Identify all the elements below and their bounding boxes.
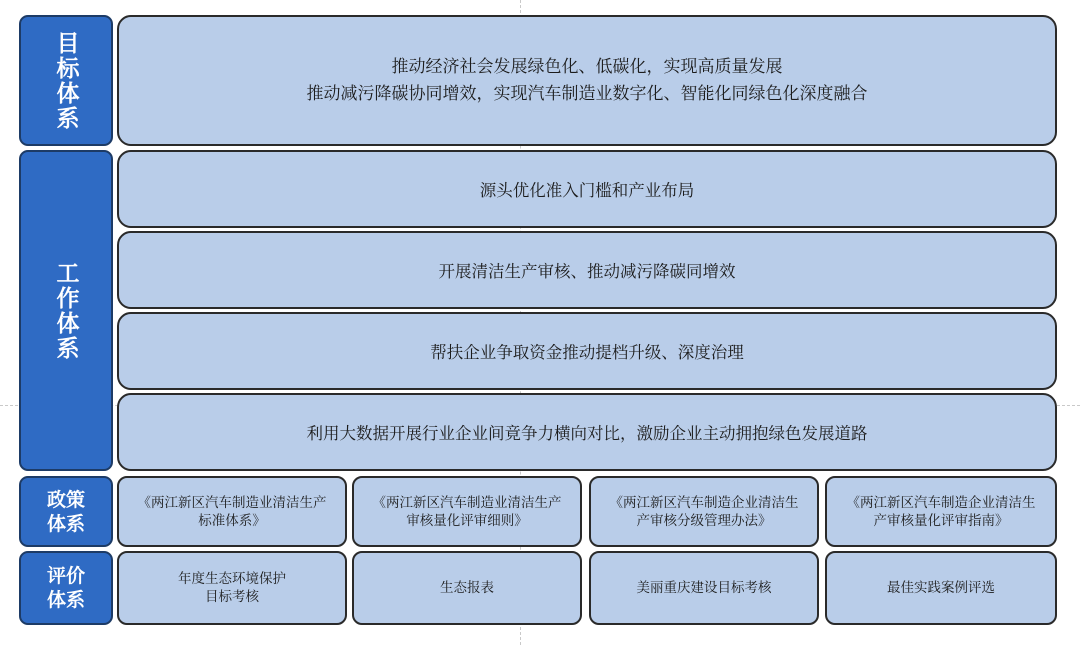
policy-label-line1: 政策 (46, 488, 85, 511)
work-system-label (19, 150, 113, 471)
evaluation-item-text: 生态报表 (440, 580, 494, 596)
eval-label-line1: 评价 (46, 565, 85, 587)
goal-line-2: 推动减污降碳协同增效，实现汽车制造业数字化、智能化同绿色化深度融合 (306, 83, 868, 104)
evaluation-item-line1: 年度生态环境保护 (178, 571, 286, 587)
goal-line-1: 推动经济社会发展绿色化、低碳化，实现高质量发展 (391, 56, 783, 77)
evaluation-item (117, 551, 347, 625)
work-item-text: 帮扶企业争取资金推动提档升级、深度治理 (430, 343, 744, 362)
work-system-label-text: 工作体系 (52, 260, 79, 361)
evaluation-item (825, 551, 1057, 625)
policy-item-text: 《两江新区汽车制造业清洁生产审核量化评审细则》 (372, 494, 562, 529)
eval-label-line2: 体系 (46, 589, 85, 611)
policy-item (589, 476, 819, 547)
evaluation-item-text: 最佳实践案例评选 (887, 580, 995, 596)
policy-label-line2: 体系 (46, 512, 85, 535)
work-item (117, 150, 1057, 228)
work-item-text: 利用大数据开展行业企业间竟争力横向对比，激励企业主动拥抱绿色发展道路 (306, 424, 868, 443)
goal-box (117, 15, 1057, 146)
goal-system-label (19, 15, 113, 146)
work-item-text: 开展清洁生产审核、推动减污降碳同增效 (438, 262, 736, 281)
work-item-text: 源头优化准入门槛和产业布局 (479, 181, 695, 200)
evaluation-item (589, 551, 819, 625)
evaluation-system-label (19, 551, 113, 625)
policy-item (117, 476, 347, 547)
work-item (117, 231, 1057, 309)
policy-item (825, 476, 1057, 547)
work-item (117, 312, 1057, 390)
evaluation-item-text: 美丽重庆建设目标考核 (636, 580, 772, 596)
policy-item (352, 476, 582, 547)
policy-item-text: 《两江新区汽车制造企业清洁生产审核分级管理办法》 (609, 494, 799, 529)
evaluation-item-line2: 目标考核 (205, 589, 259, 605)
policy-system-label (19, 476, 113, 547)
policy-item-text: 《两江新区汽车制造业清洁生产标准体系》 (137, 494, 327, 529)
work-item (117, 393, 1057, 471)
policy-item-text: 《两江新区汽车制造企业清洁生产审核量化评审指南》 (846, 494, 1036, 529)
goal-system-label-text: 目标体系 (52, 30, 79, 131)
evaluation-item (352, 551, 582, 625)
